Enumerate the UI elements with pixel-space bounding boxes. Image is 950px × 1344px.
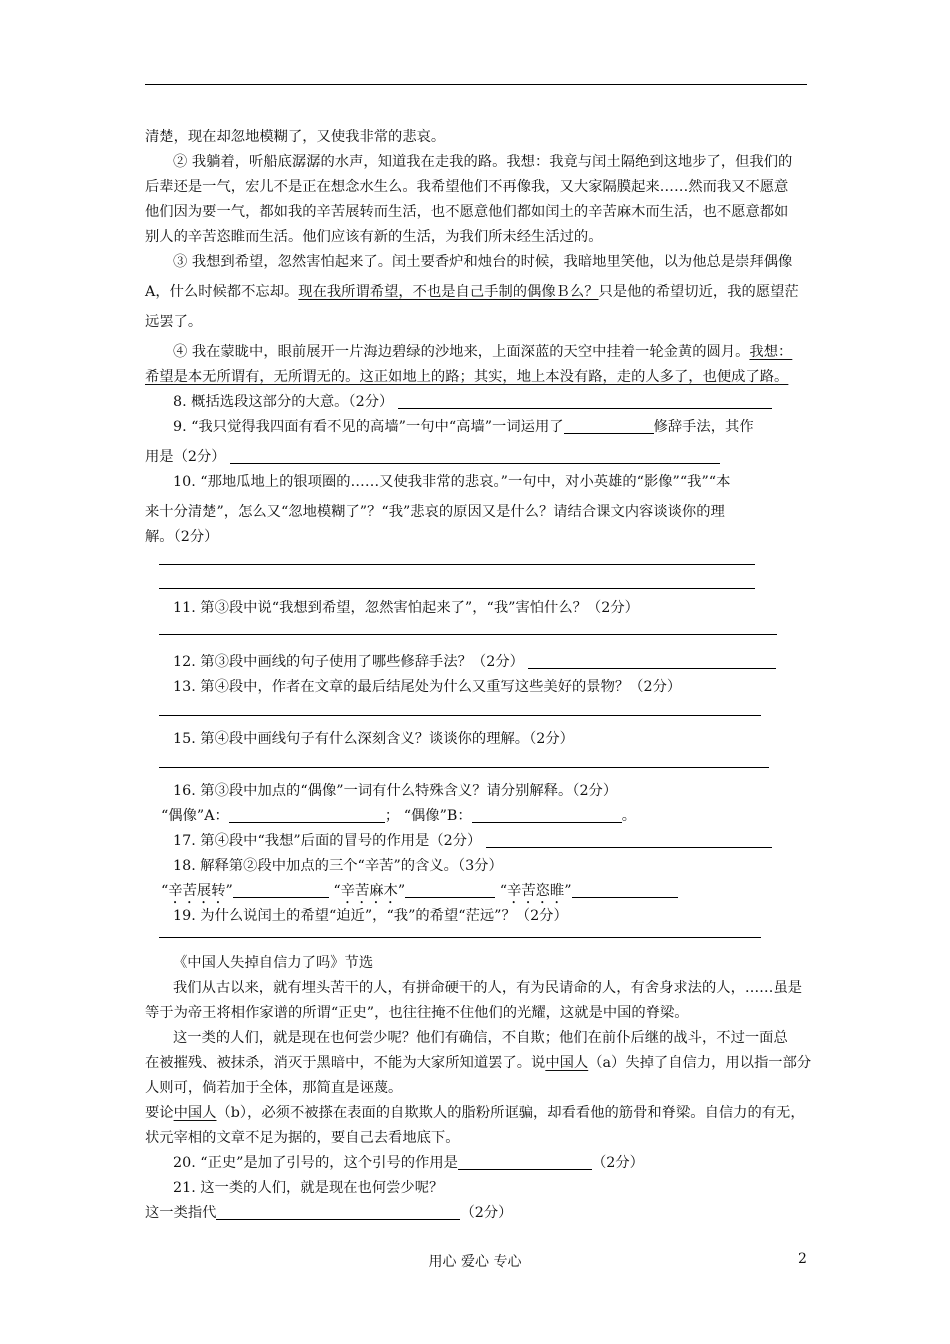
header-rule: [145, 84, 807, 85]
question-13: 13. 第④段中，作者在文章的最后结尾处为什么又重写这些美好的景物？（2分）: [173, 679, 682, 695]
underlined-sentence: 希望是本无所谓有，无所谓无的。这正如地上的路；其实，地上本没有路，走的人多了，也便成了路。: [145, 369, 789, 385]
question-18-answers: “辛苦展转” “辛苦麻木” “辛苦恣睢”: [145, 879, 810, 904]
answer-blank[interactable]: [229, 806, 385, 823]
text-line: 这一类的人们，就是现在也何尝少呢？他们有确信，不自欺；他们在前仆后继的战斗，不过一面总: [173, 1030, 788, 1046]
page-number: 2: [798, 1251, 807, 1267]
question-8: 8. 概括选段这部分的大意。（2分）: [145, 390, 810, 415]
question-21: 21. 这一类的人们，就是现在也何尝少呢？: [173, 1180, 444, 1196]
text-line: 人则可，倘若加于全体，那简直是诬蔑。: [145, 1080, 403, 1096]
question-9: 9. “我只觉得我四面有看不见的高墙”一句中“高墙”一词运用了 修辞手法，其作: [173, 419, 754, 435]
text-line: 别人的辛苦恣睢而生活。他们应该有新的生活，为我们所未经生活过的。: [145, 229, 603, 245]
answer-blank[interactable]: [405, 881, 495, 898]
text-line: 要论中国人（b），必须不被搽在表面的自欺欺人的脂粉所诓骗，却看看他的筋骨和脊梁。自信力的有无，: [145, 1105, 805, 1121]
question-16: 16. 第③段中加点的“偶像”一词有什么特殊含义？请分别解释。（2分）: [173, 783, 618, 799]
text-line: 等于为帝王将相作家谱的所谓“正史”，也往往掩不住他们的光耀，这就是中国的脊梁。: [145, 1005, 689, 1021]
text-line: 在被摧残、被抹杀，消灭于黑暗中，不能为大家所知道罢了。说中国人（a）失掉了自信力，用以指一部分: [145, 1055, 812, 1071]
underlined-sentence: 我想：: [749, 344, 793, 360]
question-15: 15. 第④段中画线句子有什么深刻含义？谈谈你的理解。（2分）: [173, 731, 574, 747]
answer-blank[interactable]: [486, 831, 772, 848]
answer-line[interactable]: [145, 550, 810, 572]
text-line: A，什么时候都不忘却。现在我所谓希望，不也是自己手制的偶像Ｂ么？只是他的希望切近，我的愿望茫: [145, 284, 799, 300]
text-line: ④ 我在蒙眬中，眼前展开一片海边碧绿的沙地来，上面深蓝的天空中挂着一轮金黄的圆月。我想：: [173, 344, 793, 360]
text-line: ② 我躺着，听船底潺潺的水声，知道我在走我的路。我想：我竟与闰土隔绝到这地步了，但我们的: [173, 154, 793, 170]
document-body: [145, 125, 810, 1226]
answer-blank[interactable]: [230, 447, 720, 464]
question-18: 18. 解释第②段中加点的三个“辛苦”的含义。（3分）: [173, 858, 503, 874]
footer-motto: 用心 爱心 专心: [428, 1254, 522, 1270]
text-line: 状元宰相的文章不足为据的，要自己去看地底下。: [145, 1130, 460, 1146]
question-10-cont: 来十分清楚”，怎么又“忽地模糊了”？“我”悲哀的原因又是什么？请结合课文内容谈谈你的理: [145, 504, 725, 520]
answer-blank[interactable]: [216, 1203, 460, 1220]
question-16-answers: “偶像”A： ； “偶像”B： 。: [161, 808, 636, 824]
underlined-sentence: 现在我所谓希望，不也是自己手制的偶像Ｂ么？: [298, 284, 599, 300]
answer-blank[interactable]: [398, 392, 772, 409]
question-19: 19. 为什么说闰土的希望“迫近”，“我”的希望“茫远”？（2分）: [173, 908, 568, 924]
question-11: 11. 第③段中说“我想到希望，忽然害怕起来了”，“我”害怕什么？（2分）: [173, 600, 639, 616]
text-line: 后辈还是一气，宏儿不是正在想念水生么。我希望他们不再像我，又大家隔膜起来……然而我又不愿意: [145, 179, 789, 195]
answer-line[interactable]: [145, 626, 810, 650]
answer-blank[interactable]: [572, 881, 678, 898]
answer-line[interactable]: [145, 929, 810, 951]
question-10-cont: 解。（2分）: [145, 529, 219, 545]
answer-blank[interactable]: [528, 652, 776, 669]
text-line: 清楚，现在却忽地模糊了，又使我非常的悲哀。: [145, 129, 446, 145]
question-20: 20. “正史”是加了引号的，这个引号的作用是 （2分）: [173, 1155, 644, 1171]
question-9-cont: 用是（2分）: [145, 445, 810, 470]
answer-line[interactable]: [145, 572, 810, 596]
question-21-answer: 这一类指代 （2分）: [145, 1205, 513, 1221]
answer-blank[interactable]: [472, 806, 622, 823]
answer-line[interactable]: [145, 705, 810, 727]
section-title: 《中国人失掉自信力了吗》节选: [173, 955, 374, 971]
text-line: ③ 我想到希望，忽然害怕起来了。闰土要香炉和烛台的时候，我暗地里笑他，以为他总是崇拜偶像: [173, 254, 793, 270]
text-line: 我们从古以来，就有埋头苦干的人，有拼命硬干的人，有为民请命的人，有舍身求法的人，……虽是: [173, 980, 803, 996]
answer-blank[interactable]: [233, 881, 329, 898]
answer-line[interactable]: [145, 757, 810, 779]
underlined-term: 中国人: [173, 1105, 217, 1121]
text-line: 他们因为要一气，都如我的辛苦展转而生活，也不愿意他们都如闰土的辛苦麻木而生活，也不愿意都如: [145, 204, 789, 220]
underlined-term: 中国人: [545, 1055, 589, 1071]
question-10: 10. “那地瓜地上的银项圈的……又使我非常的悲哀。”一句中，对小英雄的“影像”“我”“本: [173, 474, 731, 490]
question-12: 12. 第③段中画线的句子使用了哪些修辞手法？（2分）: [145, 650, 810, 675]
question-17: 17. 第④段中“我想”后面的冒号的作用是（2分）: [145, 829, 810, 854]
answer-blank[interactable]: [458, 1153, 592, 1170]
text-line: 远罢了。: [145, 314, 203, 330]
answer-blank[interactable]: [564, 417, 654, 434]
